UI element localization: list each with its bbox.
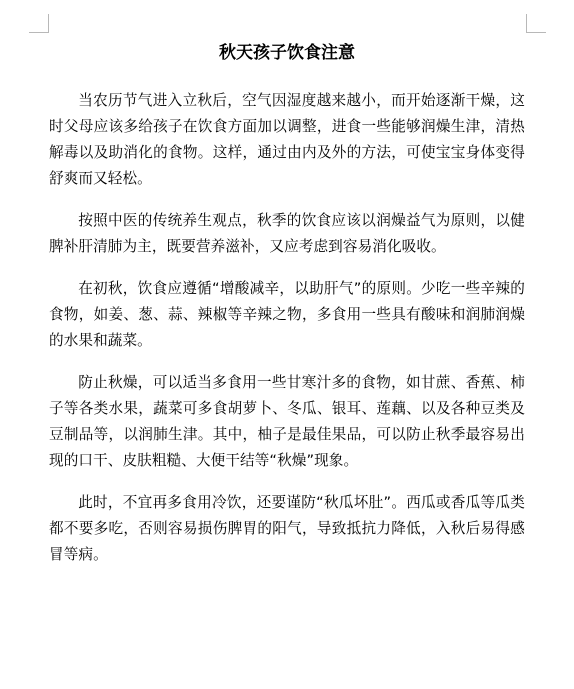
crop-mark-top-right-horizontal [526, 32, 546, 33]
crop-mark-top-left-horizontal [29, 32, 49, 33]
crop-mark-top-right-vertical [526, 14, 527, 33]
paragraph-4: 防止秋燥，可以适当多食用一些甘寒汁多的食物，如甘蔗、香蕉、柿子等各类水果，蔬菜可多食胡萝卜、冬瓜、银耳、莲藕、以及各种豆类及豆制品等，以润肺生津。其中，柚子是最佳果品，可以防止秋季最容易出现的口干、皮肤粗糙、大便干结等“秋燥”现象。 [49, 374, 525, 469]
document-title: 秋天孩子饮食注意 [219, 43, 355, 63]
paragraph-3: 在初秋，饮食应遵循“增酸减辛，以助肝气”的原则。少吃一些辛辣的食物，如姜、葱、蒜、辣椒等辛辣之物，多食用一些具有酸味和润肺润燥的水果和蔬菜。 [49, 280, 525, 349]
paragraph-2: 按照中医的传统养生观点，秋季的饮食应该以润燥益气为原则，以健脾补肝清肺为主，既要营养滋补，又应考虑到容易消化吸收。 [49, 212, 525, 255]
paragraph-5: 此时，不宜再多食用冷饮，还要谨防“秋瓜坏肚”。西瓜或香瓜等瓜类都不要多吃，否则容易损伤脾胃的阳气，导致抵抗力降低，入秋后易得感冒等病。 [49, 494, 525, 563]
document-body [49, 88, 525, 584]
paragraph-1: 当农历节气进入立秋后，空气因湿度越来越小，而开始逐渐干燥，这时父母应该多给孩子在饮食方面加以调整，进食一些能够润燥生津，清热解毒以及助消化的食物。这样，通过由内及外的方法，可使宝宝身体变得舒爽而又轻松。 [49, 92, 525, 187]
crop-mark-top-left-vertical [48, 14, 49, 33]
